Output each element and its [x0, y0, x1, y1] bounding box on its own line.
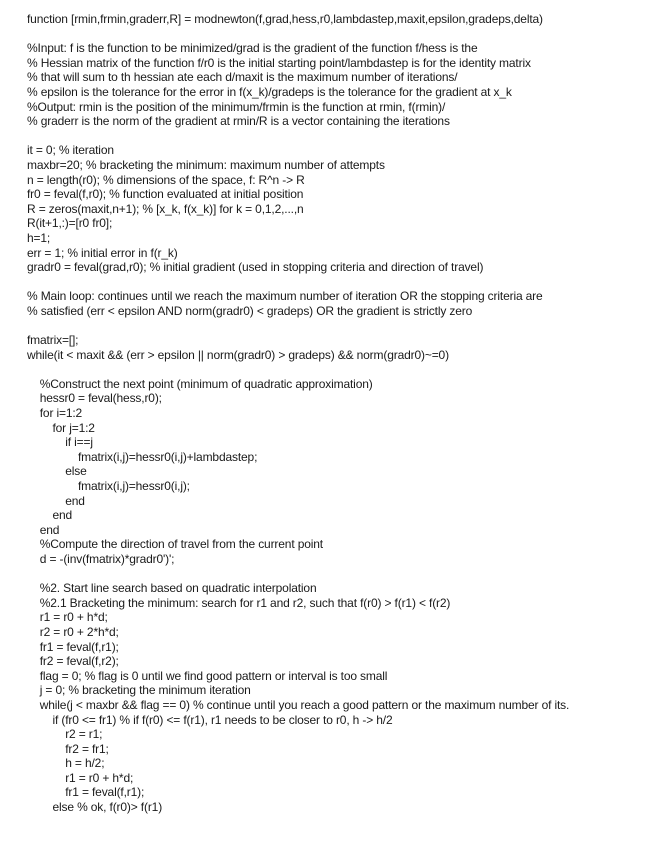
code-line: function [rmin,frmin,graderr,R] = modnewton(f,grad,hess,r0,lambdastep,maxit,epsilon,gradeps,delta) — [27, 12, 543, 26]
code-line: fmatrix(i,j)=hessr0(i,j); — [27, 479, 190, 493]
code-line: gradr0 = feval(grad,r0); % initial gradient (used in stopping criteria and direction of travel) — [27, 260, 484, 275]
code-line: while(it < maxit && (err > epsilon || norm(gradr0) > gradeps) && norm(gradr0)~=0) — [27, 347, 449, 362]
code-line: end — [27, 508, 73, 523]
code-line: %2.1 Bracketing the minimum: search for r1 and r2, such that f(r0) > f(r1) < f(r2) — [27, 595, 451, 610]
code-line — [27, 362, 647, 377]
code-line: r2 = r1; — [27, 727, 103, 742]
code-line: if (fr0 <= fr1) % if f(r0) <= f(r1), r1 needs to be closer to r0, h -> h/2 — [27, 712, 393, 727]
code-line: % Hessian matrix of the function f/r0 is the initial starting point/lambdastep is for the identity matrix — [27, 55, 531, 70]
code-line: else % ok, f(r0)> f(r1) — [27, 800, 163, 815]
code-line: if i==j — [27, 435, 93, 450]
code-line: %2. Start line search based on quadratic interpolation — [27, 581, 317, 596]
code-line: % epsilon is the tolerance for the error in f(x_k)/gradeps is the tolerance for the gradient at x_k — [27, 84, 512, 99]
code-line — [27, 275, 647, 290]
code-line: d = -(inv(fmatrix)*gradr0')'; — [27, 551, 175, 566]
code-line: % Main loop: continues until we reach the maximum number of iteration OR the stopping criteria are — [27, 289, 543, 304]
code-line: fr1 = feval(f,r1); — [27, 785, 145, 800]
code-line: fmatrix=[]; — [27, 333, 79, 348]
code-line: maxbr=20; % bracketing the minimum: maximum number of attempts — [27, 157, 385, 172]
code-line: fr2 = feval(f,r2); — [27, 654, 119, 669]
code-line: r2 = r0 + 2*h*d; — [27, 624, 119, 639]
code-line: % graderr is the norm of the gradient at rmin/R is a vector containing the iterations — [27, 114, 450, 129]
code-line: while(j < maxbr && flag == 0) % continue until you reach a good pattern or the maximum number of its. — [27, 697, 570, 712]
code-line — [27, 27, 647, 42]
code-line: r1 = r0 + h*d; — [27, 770, 134, 785]
code-line: fr2 = fr1; — [27, 741, 109, 756]
code-line: %Compute the direction of travel from the current point — [27, 537, 323, 552]
code-line: end — [27, 522, 60, 537]
code-line: fmatrix(i,j)=hessr0(i,j)+lambdastep; — [27, 449, 258, 464]
code-line: fr0 = feval(f,r0); % function evaluated at initial position — [27, 187, 304, 202]
code-line — [27, 318, 647, 333]
code-line: hessr0 = feval(hess,r0); — [27, 391, 162, 406]
code-line: err = 1; % initial error in f(r_k) — [27, 245, 178, 260]
code-line — [27, 567, 647, 582]
code-line: for i=1:2 — [27, 406, 83, 421]
code-line: flag = 0; % flag is 0 until we find good pattern or interval is too small — [27, 668, 388, 683]
code-line: R = zeros(maxit,n+1); % [x_k, f(x_k)] for k = 0,1,2,...,n — [27, 201, 304, 216]
code-line: % satisfied (err < epsilon AND norm(gradr0) < gradeps) OR the gradient is strictly zero — [27, 303, 473, 318]
code-line: else — [27, 464, 87, 479]
code-line: h = h/2; — [27, 756, 105, 771]
code-line: it = 0; % iteration — [27, 143, 114, 158]
code-line: %Input: f is the function to be minimized/grad is the gradient of the function f/hess is the — [27, 41, 478, 56]
code-line: h=1; — [27, 230, 51, 245]
code-line: %Output: rmin is the position of the minimum/frmin is the function at rmin, f(rmin)/ — [27, 99, 446, 114]
code-line — [27, 129, 647, 144]
code-listing — [27, 12, 647, 815]
code-line: R(it+1,:)=[r0 fr0]; — [27, 216, 113, 231]
code-line: % that will sum to th hessian ate each d/maxit is the maximum number of iterations/ — [27, 70, 458, 85]
code-line: j = 0; % bracketing the minimum iteration — [27, 683, 251, 698]
code-line: n = length(r0); % dimensions of the space, f: R^n -> R — [27, 172, 305, 187]
code-line: %Construct the next point (minimum of quadratic approximation) — [27, 376, 373, 391]
code-line: fr1 = feval(f,r1); — [27, 639, 119, 654]
code-line: r1 = r0 + h*d; — [27, 610, 108, 625]
code-line: for j=1:2 — [27, 420, 95, 435]
code-line: end — [27, 493, 85, 508]
